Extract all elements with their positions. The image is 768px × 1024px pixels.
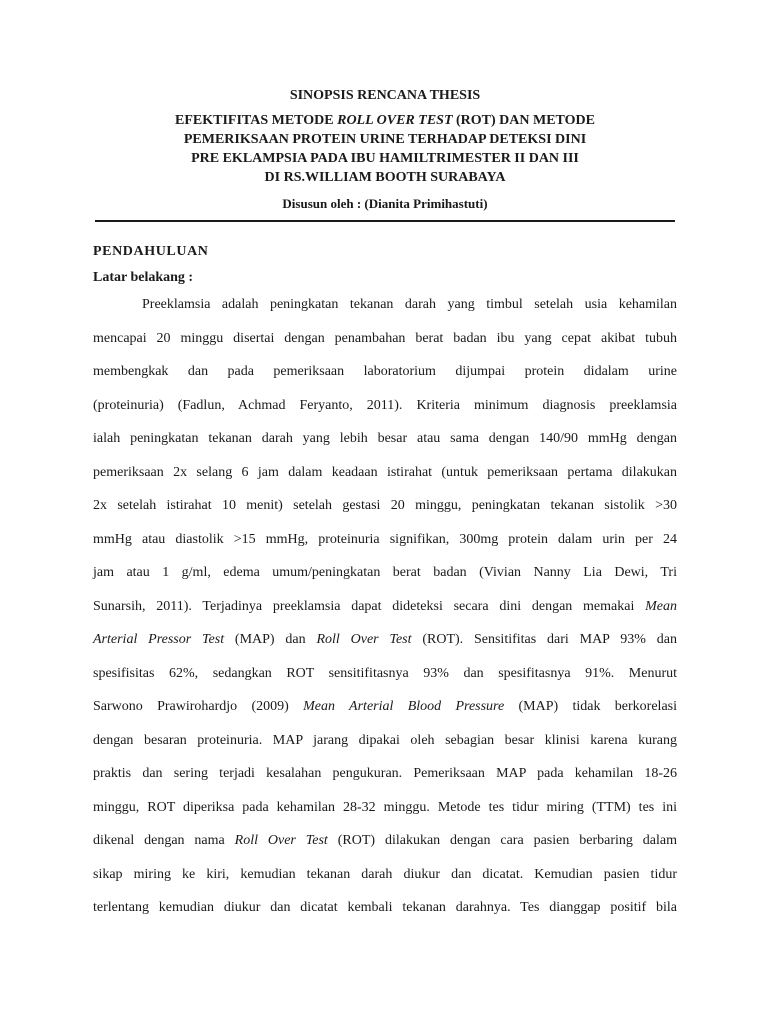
author-line: Disusun oleh : (Dianita Primihastuti) [282, 196, 488, 211]
paragraph-line: sikap miring ke kiri, kemudian tekanan darah diukur dan dicatat. Kemudian pasien tidur [93, 866, 677, 882]
paragraph-line: ialah peningkatan tekanan darah yang lebih besar atau sama dengan 140/90 mmHg dengan [93, 431, 677, 446]
section-heading: PENDAHULUAN [93, 244, 209, 259]
paragraph-line: dikenal dengan nama Roll Over Test (ROT) dilakukan dengan cara pasien berbaring dalam [93, 833, 677, 848]
italic-term: Mean Arterial Blood Pressure [303, 699, 505, 714]
italic-term: Roll Over Test [234, 833, 328, 848]
paragraph-line: minggu, ROT diperiksa pada kehamilan 28-32 minggu. Metode tes tidur miring (TTM) tes ini [93, 799, 677, 815]
paragraph-line: mencapai 20 minggu disertai dengan penambahan berat badan ibu yang cepat akibat tubuh [93, 330, 677, 346]
paragraph-line: Arterial Pressor Test (MAP) dan Roll Over Test (ROT). Sensitifitas dari MAP 93% dan [93, 632, 677, 647]
title-line-4: DI RS.WILLIAM BOOTH SURABAYA [264, 170, 506, 185]
document-heading: SINOPSIS RENCANA THESIS [289, 88, 481, 103]
paragraph-line: Sarwono Prawirohardjo (2009) Mean Arterial Blood Pressure (MAP) tidak berkorelasi [93, 699, 677, 714]
paragraph-line: praktis dan sering terjadi kesalahan pengukuran. Pemeriksaan MAP pada kehamilan 18-26 [93, 766, 677, 781]
paragraph-line: Sunarsih, 2011). Terjadinya preeklamsia dapat dideteksi secara dini dengan memakai Mean [93, 598, 677, 614]
paragraph-line: dengan besaran proteinuria. MAP jarang dipakai oleh sebagian besar klinisi karena kurang [93, 732, 677, 748]
paragraph-line: membengkak dan pada pemeriksaan laboratorium dijumpai protein didalam urine [93, 364, 677, 379]
title-line-3: PRE EKLAMPSIA PADA IBU HAMILTRIMESTER II DAN III [191, 151, 579, 166]
paragraph-line: jam atau 1 g/ml, edema umum/peningkatan berat badan (Vivian Nanny Lia Dewi, Tri [93, 565, 677, 580]
paragraph-line: pemeriksaan 2x selang 6 jam dalam keadaan istirahat (untuk pemeriksaan pertama dilakukan [93, 464, 677, 480]
body-paragraph [93, 288, 677, 925]
paragraph-line: (proteinuria) (Fadlun, Achmad Feryanto, 2011). Kriteria minimum diagnosis preeklamsia [93, 397, 677, 413]
paragraph-line: terlentang kemudian diukur dan dicatat kembali tekanan darahnya. Tes dianggap positif bila [93, 900, 677, 915]
title-emphasis: ROLL OVER TEST [337, 113, 453, 128]
paragraph-line: spesifisitas 62%, sedangkan ROT sensitifitasnya 93% dan spesifitasnya 91%. Menurut [93, 665, 677, 681]
subsection-heading: Latar belakang : [93, 270, 194, 285]
document-title [93, 111, 677, 187]
italic-term: Mean [645, 598, 677, 614]
italic-term: Roll Over Test [316, 632, 412, 647]
title-line-1: EFEKTIFITAS METODE ROLL OVER TEST (ROT) DAN METODE [175, 113, 595, 128]
paragraph-line: Preeklamsia adalah peningkatan tekanan darah yang timbul setelah usia kehamilan [142, 297, 677, 312]
paragraph-line: 2x setelah istirahat 10 menit) setelah gestasi 20 minggu, peningkatan tekanan sistolik >30 [93, 498, 677, 513]
horizontal-rule [95, 220, 675, 222]
title-line-2: PEMERIKSAAN PROTEIN URINE TERHADAP DETEKSI DINI [183, 132, 587, 147]
paragraph-line: mmHg atau diastolik >15 mmHg, proteinuria signifikan, 300mg protein dalam urin per 24 [93, 531, 677, 547]
italic-term: Arterial Pressor Test [93, 632, 225, 647]
